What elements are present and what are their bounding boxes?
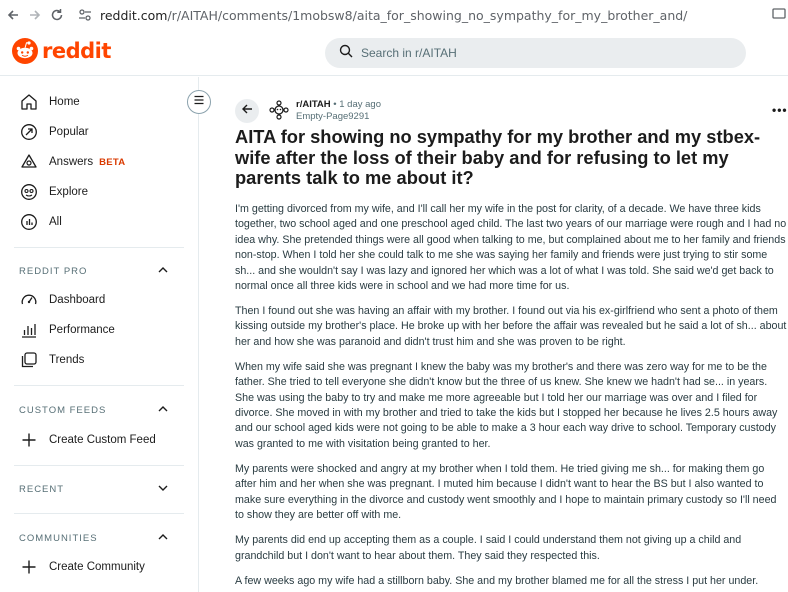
logo-wordmark: reddit [42, 39, 111, 63]
post-paragraph: A few weeks ago my wife had a stillborn baby. She and my brother blamed me for all the stress I put her under. [235, 574, 759, 587]
plus-icon [19, 557, 39, 577]
chevron-up-icon[interactable] [157, 264, 169, 279]
sidebar-item-label: Home [49, 96, 80, 108]
section-recent[interactable] [19, 479, 169, 499]
post-paragraph: My parents were shocked and angry at my brother when I told them. He tried giving me sh... for making them go after him and her when she was pregnant. I muted him because I didn't want to hear the BS but I also wanted to make sure everything in the divorce and custody went smoothly and I hope to maintain primary custody so I'll need to show they are better off with me. [235, 462, 777, 522]
sidebar-item-trends[interactable] [19, 345, 84, 375]
popular-icon [19, 122, 39, 142]
forward-arrow-icon[interactable] [24, 4, 46, 26]
section-custom-feeds[interactable] [19, 400, 169, 420]
sidebar-item-label: Create Custom Feed [49, 434, 156, 446]
sidebar-item-label: All [49, 216, 62, 228]
app-header [0, 30, 788, 76]
menu-icon [193, 93, 205, 111]
sidebar-item-label: Explore [49, 186, 88, 198]
post-meta [296, 99, 381, 123]
dashboard-icon [19, 290, 39, 310]
url-domain: reddit.com [100, 7, 168, 23]
sidebar-item-performance[interactable] [19, 315, 115, 345]
address-bar[interactable] [76, 6, 687, 24]
site-settings-icon[interactable] [76, 6, 94, 24]
sidebar-divider [14, 247, 184, 248]
section-heading: RECENT [19, 483, 65, 495]
chevron-up-icon[interactable] [157, 531, 169, 546]
author-link[interactable]: Empty-Page9291 [296, 111, 370, 122]
all-icon [19, 212, 39, 232]
sidebar-item-answers[interactable] [19, 147, 125, 177]
sidebar-divider [14, 513, 184, 514]
sidebar-item-home[interactable] [19, 87, 80, 117]
post-content [200, 77, 788, 592]
section-heading: REDDIT PRO [19, 265, 88, 277]
search-icon [339, 44, 353, 63]
section-heading: COMMUNITIES [19, 532, 98, 544]
left-sidebar [0, 77, 199, 592]
sidebar-item-label: Create Community [49, 561, 145, 573]
section-reddit-pro[interactable] [19, 261, 169, 281]
post-paragraph: Then I found out she was having an affair with my brother. I found out via his ex-girlfriend who sent a photo of them kissing outside my brother's place. He broke up with her before the affair was revealed but he said a lot of sh... about her and how she was paranoid and didn't trust him and she was proven to be right. [235, 305, 787, 348]
post-age: • 1 day ago [333, 99, 381, 110]
back-arrow-icon[interactable] [2, 4, 24, 26]
reddit-logo[interactable] [12, 38, 111, 64]
sidebar-item-label: Trends [49, 354, 85, 366]
sidebar-item-popular[interactable] [19, 117, 89, 147]
sidebar-divider [14, 465, 184, 466]
post-paragraph: I'm getting divorced from my wife, and I'll call her my wife in the post for clarity, of a decade. We have three kids together, two school aged and one preschool aged child. The last two years of our marriage were rough and I had no idea why. She pretended things were all good when talking to me, but complained about me to her family and friends non-stop. When I told her she could talk to me she was saying her family and friends were just trying to stir some sh... and she wouldn't say I was lazy and ignored her which was a lot of what I was told. She said we'd get back to normal once all three kids were in school and we had more time for us. [235, 203, 787, 293]
post-title: AITA for showing no sympathy for my brother and my stbex-wife after the loss of their baby and for refusing to let my parents talk to me about it? [235, 126, 761, 188]
trends-icon [19, 350, 39, 370]
section-heading: CUSTOM FEEDS [19, 404, 107, 416]
reload-icon[interactable] [46, 4, 68, 26]
more-options-icon[interactable]: ••• [772, 103, 788, 117]
url-path: /r/AITAH/comments/1mobsw8/aita_for_showing_no_sympathy_for_my_brother_and/ [167, 7, 688, 23]
collapse-sidebar-button[interactable] [187, 90, 211, 114]
sidebar-item-all[interactable] [19, 207, 62, 237]
snoo-icon [12, 38, 38, 64]
section-communities[interactable] [19, 528, 169, 548]
sidebar-item-label: Dashboard [49, 294, 106, 306]
plus-icon [19, 430, 39, 450]
post-paragraph: When my wife said she was pregnant I knew the baby was my brother's and there was zero way for me to be the father. She tried to tell everyone she didn't know but the three of us knew. She knew we hadn't had se... in years. She was using the baby to try and make me more agreeable but I told her our marriage was over and I filed for divorce. She moved in with my brother and tried to take the kids but I stopped her because he lives 2.5 hours away and our school aged kids were not going to be able to make a 3 hour each way drive to school. Temporary custody was granted to me with visitation being granted to her. [235, 360, 778, 450]
back-arrow-icon [241, 102, 253, 120]
subreddit-link[interactable]: r/AITAH [296, 99, 331, 110]
subreddit-avatar-icon[interactable] [269, 100, 289, 120]
search-input[interactable]: Search in r/AITAH [361, 46, 457, 60]
sidebar-item-label: Answers [49, 156, 94, 168]
performance-icon [19, 320, 39, 340]
chevron-down-icon[interactable] [157, 482, 169, 497]
beta-badge: BETA [99, 156, 126, 168]
browser-toolbar [0, 0, 788, 30]
post-body [235, 202, 788, 592]
back-button[interactable] [235, 99, 259, 123]
sidebar-item-dashboard[interactable] [19, 285, 105, 315]
chevron-up-icon[interactable] [157, 403, 169, 418]
sidebar-item-explore[interactable] [19, 177, 88, 207]
sidebar-item-label: Popular [49, 126, 89, 138]
sidebar-item-label: Performance [49, 324, 115, 336]
answers-icon [19, 152, 39, 172]
post-paragraph: My parents did end up accepting them as a couple. I said I could understand them not giving up a child and grandchild but I don't want to hear about them. They said they respected this. [235, 534, 742, 562]
cast-icon[interactable] [772, 7, 786, 26]
search-bar[interactable] [325, 38, 746, 68]
home-icon [19, 92, 39, 112]
create-community-button[interactable] [19, 552, 145, 582]
explore-icon [19, 182, 39, 202]
sidebar-divider [14, 385, 184, 386]
create-custom-feed-button[interactable] [19, 425, 156, 455]
